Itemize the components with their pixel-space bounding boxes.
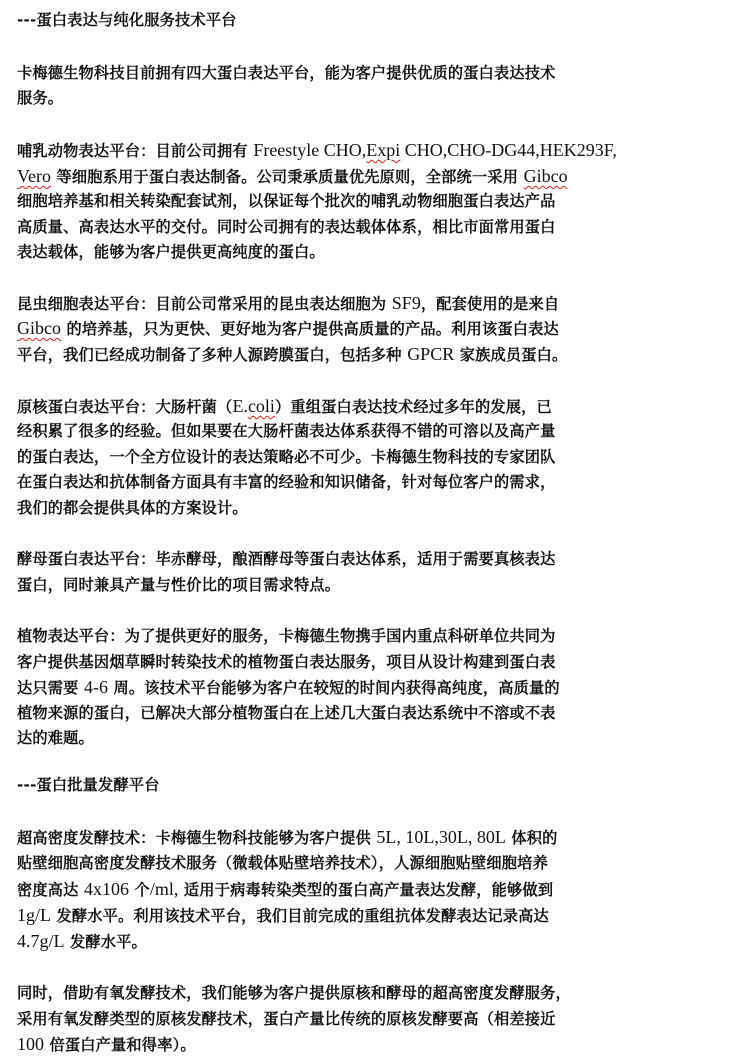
text-line <box>17 421 556 441</box>
text-run: 同时，借助有氧发酵技术，我们能够为客户提供原核和酵母的超高密度发酵服务， <box>17 984 571 1002</box>
text-run: 发酵水平。利用该技术平台，我们目前完成的重组抗体发酵表达记录高达 <box>51 907 549 925</box>
text-run: 采用有氧发酵类型的原核发酵技术，蛋白产量比传统的原核发酵要高（相差接近 <box>17 1010 556 1028</box>
text-line <box>17 626 556 646</box>
spellcheck-flagged-word: Expi <box>366 140 401 160</box>
text-run: 表达载体，能够为客户提供更高纯度的蛋白。 <box>17 243 325 261</box>
text-line <box>17 652 556 672</box>
text-line <box>17 318 559 339</box>
text-run: 超高密度发酵技术：卡梅德生物科技能够为客户提供 <box>17 829 377 847</box>
text-line <box>17 677 560 698</box>
text-line <box>17 447 556 467</box>
latin-text: E. <box>232 396 248 416</box>
text-line <box>17 242 325 262</box>
latin-text: 5L, 10L,30L, 80L <box>376 827 506 847</box>
text-line <box>17 827 558 848</box>
text-run: 发酵水平。 <box>64 933 147 951</box>
text-run: 植物表达平台：为了提供更好的服务，卡梅德生物携手国内重点科研单位共同为 <box>17 627 556 645</box>
text-run: 植物来源的蛋白，已解决大部分植物蛋白在上述几大蛋白表达系统中不溶或不表 <box>17 704 556 722</box>
text-run: 原核蛋白表达平台：大肠杆菌（ <box>17 398 233 416</box>
text-line <box>17 879 553 900</box>
spellcheck-flagged-word: coli <box>247 396 275 416</box>
text-run: 昆虫细胞表达平台：目前公司常采用的昆虫表达细胞为 <box>17 295 392 313</box>
text-run: 经积累了很多的经验。但如果要在大肠杆菌表达体系获得不错的可溶以及高产量 <box>17 422 556 440</box>
text-line <box>17 293 559 314</box>
text-run: 达只需要 <box>17 679 85 697</box>
latin-text: CHO,CHO-DG44,HEK293F, <box>400 140 617 160</box>
text-run: 体积的 <box>505 829 558 847</box>
text-line <box>17 905 549 926</box>
text-line <box>17 88 63 108</box>
text-line <box>17 853 548 873</box>
text-run: 周。该技术平台能够为客户在较短的时间内获得高纯度，高质量的 <box>108 679 560 697</box>
text-run: 密度高达 <box>17 881 85 899</box>
text-line <box>17 983 571 1003</box>
latin-text: SF9 <box>391 293 421 313</box>
text-run: 平台，我们已经成功制备了多种人源跨膜蛋白，包括多种 <box>17 346 408 364</box>
text-run: ---蛋白批量发酵平台 <box>17 776 160 794</box>
text-run: 卡梅德生物科技目前拥有四大蛋白表达平台，能为客户提供优质的蛋白表达技术 <box>17 64 556 82</box>
text-line <box>17 472 556 492</box>
text-line <box>17 166 568 187</box>
latin-text: /ml, <box>149 879 179 899</box>
text-run: 服务。 <box>17 89 64 107</box>
text-line <box>17 344 567 365</box>
text-run: 客户提供基因烟草瞬时转染技术的植物蛋白表达服务，项目从设计构建到蛋白表 <box>17 653 556 671</box>
text-line <box>17 217 556 237</box>
text-line <box>17 396 552 417</box>
text-run: ---蛋白表达与纯化服务技术平台 <box>17 11 237 29</box>
text-run: 个 <box>129 881 150 899</box>
text-run: 我们的都会提供具体的方案设计。 <box>17 499 248 517</box>
text-run: ，配套使用的是来自 <box>420 295 560 313</box>
text-run: 酵母蛋白表达平台：毕赤酵母，酿酒酵母等蛋白表达体系，适用于需要真核表达 <box>17 550 556 568</box>
text-run: 的培养基，只为更快、更好地为客户提供高质量的产品。利用该蛋白表达 <box>61 320 559 338</box>
text-run: 的蛋白表达，一个全方位设计的表达策略必不可少。卡梅德生物科技的专家团队 <box>17 448 556 466</box>
text-run: 适用于病毒转染类型的蛋白高产量表达发酵，能够做到 <box>178 881 554 899</box>
text-line <box>17 498 248 518</box>
text-run: 倍蛋白产量和得率）。 <box>44 1036 196 1054</box>
section-heading <box>17 775 160 795</box>
spellcheck-flagged-word: Gibco <box>523 166 568 186</box>
text-line <box>17 703 556 723</box>
latin-text: 4.7g/L <box>17 931 65 951</box>
text-line <box>17 1034 196 1055</box>
text-line <box>17 63 556 83</box>
text-line <box>17 575 340 595</box>
latin-text: 4-6 <box>84 677 109 697</box>
text-run: 贴壁细胞高密度发酵技术服务（微载体贴壁培养技术），人源细胞贴壁细胞培养 <box>17 854 548 872</box>
text-run: 蛋白，同时兼具产量与性价比的项目需求特点。 <box>17 576 341 594</box>
text-run: 等细胞系用于蛋白表达制备。公司秉承质量优先原则，全部统一采用 <box>51 168 524 186</box>
text-run: 细胞培养基和相关转染配套试剂，以保证每个批次的哺乳动物细胞蛋白表达产品 <box>17 192 556 210</box>
text-run: 高质量、高表达水平的交付。同时公司拥有的表达载体体系，相比市面常用蛋白 <box>17 218 556 236</box>
spellcheck-flagged-word: Vero <box>17 166 51 186</box>
section-heading <box>17 10 237 30</box>
text-line <box>17 140 617 161</box>
text-run: 哺乳动物表达平台：目前公司拥有 <box>17 142 254 160</box>
text-line <box>17 549 556 569</box>
text-run: 达的难题。 <box>17 729 94 747</box>
text-run: 家族成员蛋白。 <box>454 346 568 364</box>
text-run: 在蛋白表达和抗体制备方面具有丰富的经验和知识储备，针对每位客户的需求， <box>17 473 556 491</box>
latin-text: 1g/L <box>17 905 51 925</box>
spellcheck-flagged-word: Gibco <box>17 318 61 338</box>
latin-text: 100 <box>17 1034 44 1054</box>
latin-text: GPCR <box>407 344 455 364</box>
text-line <box>17 1009 556 1029</box>
text-line <box>17 191 556 211</box>
latin-text: Freestyle CHO, <box>253 140 367 160</box>
text-line <box>17 728 94 748</box>
latin-text: 4x106 <box>84 879 130 899</box>
text-run: ）重组蛋白表达技术经过多年的发展，已 <box>274 398 552 416</box>
text-line <box>17 931 147 952</box>
